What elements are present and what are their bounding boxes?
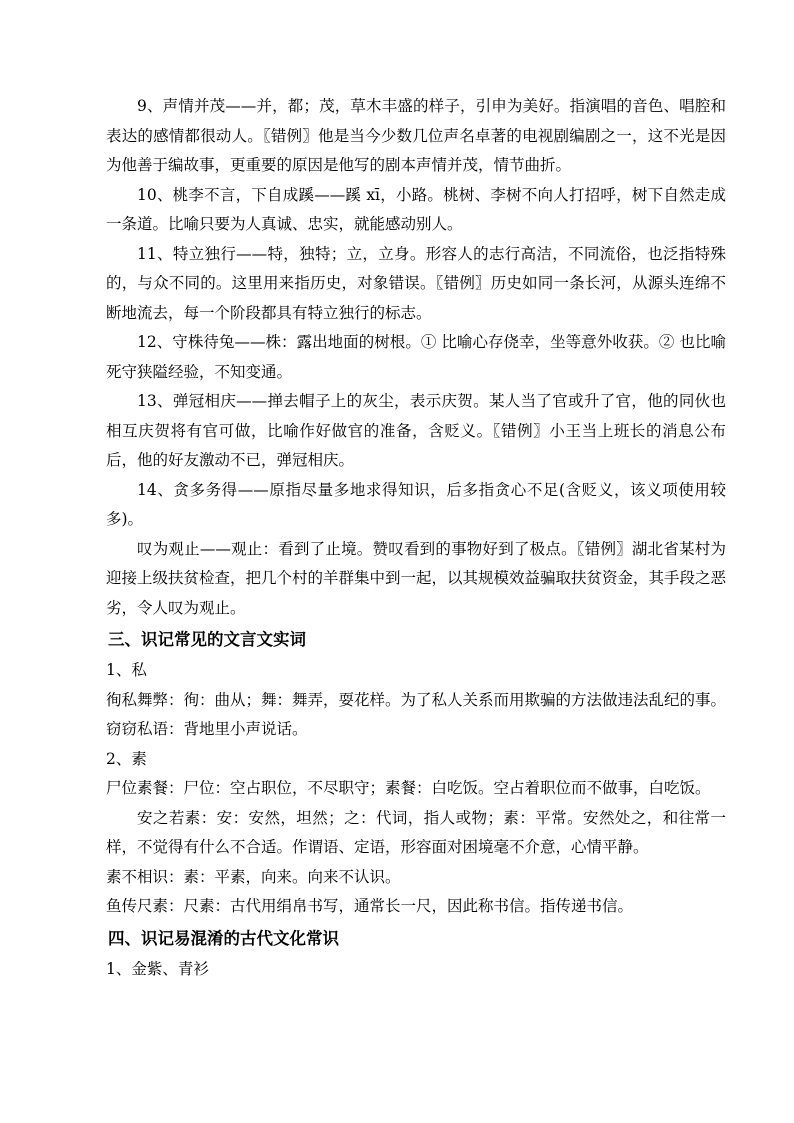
word-entry-xunsiwubi: 徇私舞弊：徇：曲从；舞：舞弄，耍花样。为了私人关系而用欺骗的方法做违法乱纪的事。 — [106, 690, 727, 709]
idiom-entry-tanweiguanzhi: 叹为观止——观止：看到了止境。赞叹看到的事物好到了极点。〖错例〗湖北省某村为迎接上级扶贫检查，把几个村的羊群集中到一起，以其规模效益骗取扶贫资金，其手段之恶劣，令人叹为观止。 — [106, 539, 727, 617]
subheading-jinzi-qingshan: 1、金紫、青衫 — [106, 959, 209, 978]
idiom-entry-13: 13、弹冠相庆——掸去帽子上的灰尘，表示庆贺。某人当了官或升了官，他的同伙也相互庆贺将有官可做，比喻作好做官的准备，含贬义。〖错例〗小王当上班长的消息公布后，他的好友激动不已，弹冠相庆。 — [106, 392, 726, 469]
idiom-entry-14: 14、贪多务得——原指尽量多地求得知识，后多指贪心不足(含贬义，该义项使用较多)。 — [106, 480, 726, 528]
document-body — [106, 92, 726, 984]
word-entry-shiweisucan: 尸位素餐：尸位：空占职位，不尽职守；素餐：白吃饭。空占着职位而不做事，白吃饭。 — [106, 779, 711, 797]
word-entry-qieqiesiyu: 窃窃私语：背地里小声说话。 — [106, 720, 308, 738]
section-heading-4: 四、识记易混淆的古代文化常识 — [108, 928, 339, 948]
idiom-entry-11: 11、特立独行——特，独特；立，立身。形容人的志行高洁，不同流俗，也泛指特殊的，与众不同的。这里用来指历史，对象错误。〖错例〗历史如同一条长河，从源头连绵不断地流去，每一个阶段都具有特立独行的标志。 — [106, 244, 726, 322]
word-entry-anzhiruosu: 安之若素：安：安然，坦然；之：代词，指人或物；素：平常。安然处之，和往常一样，不觉得有什么不合适。作谓语、定语，形容面对困境毫不介意，心情平静。 — [106, 808, 726, 856]
idiom-entry-9: 9、声情并茂——并，都；茂，草木丰盛的样子，引申为美好。指演唱的音色、唱腔和表达的感情都很动人。〖错例〗他是当今少数几位声名卓著的电视剧编剧之一，这不光是因为他善于编故事，更重要的原因是他写的剧本声情并茂，情节曲折。 — [106, 97, 726, 174]
word-entry-yuchuanchisu: 鱼传尺素：尺素：古代用绢帛书写，通常长一尺，因此称书信。指传递书信。 — [106, 897, 634, 915]
idiom-entry-12: 12、守株待兔——株：露出地面的树根。① 比喻心存侥幸，坐等意外收获。② 也比喻死守狭隘经验，不知变通。 — [106, 333, 726, 381]
subheading-si: 1、私 — [106, 661, 147, 679]
idiom-entry-10: 10、桃李不言，下自成蹊——蹊 xī，小路。桃树、李树不向人打招呼，树下自然走成一条道。比喻只要为人真诚、忠实，就能感动别人。 — [106, 185, 726, 233]
section-heading-3: 三、识记常见的文言文实词 — [108, 630, 306, 649]
word-entry-subuxiangshi: 素不相识：素：平素，向来。向来不认识。 — [106, 867, 401, 886]
subheading-su: 2、素 — [106, 749, 147, 768]
